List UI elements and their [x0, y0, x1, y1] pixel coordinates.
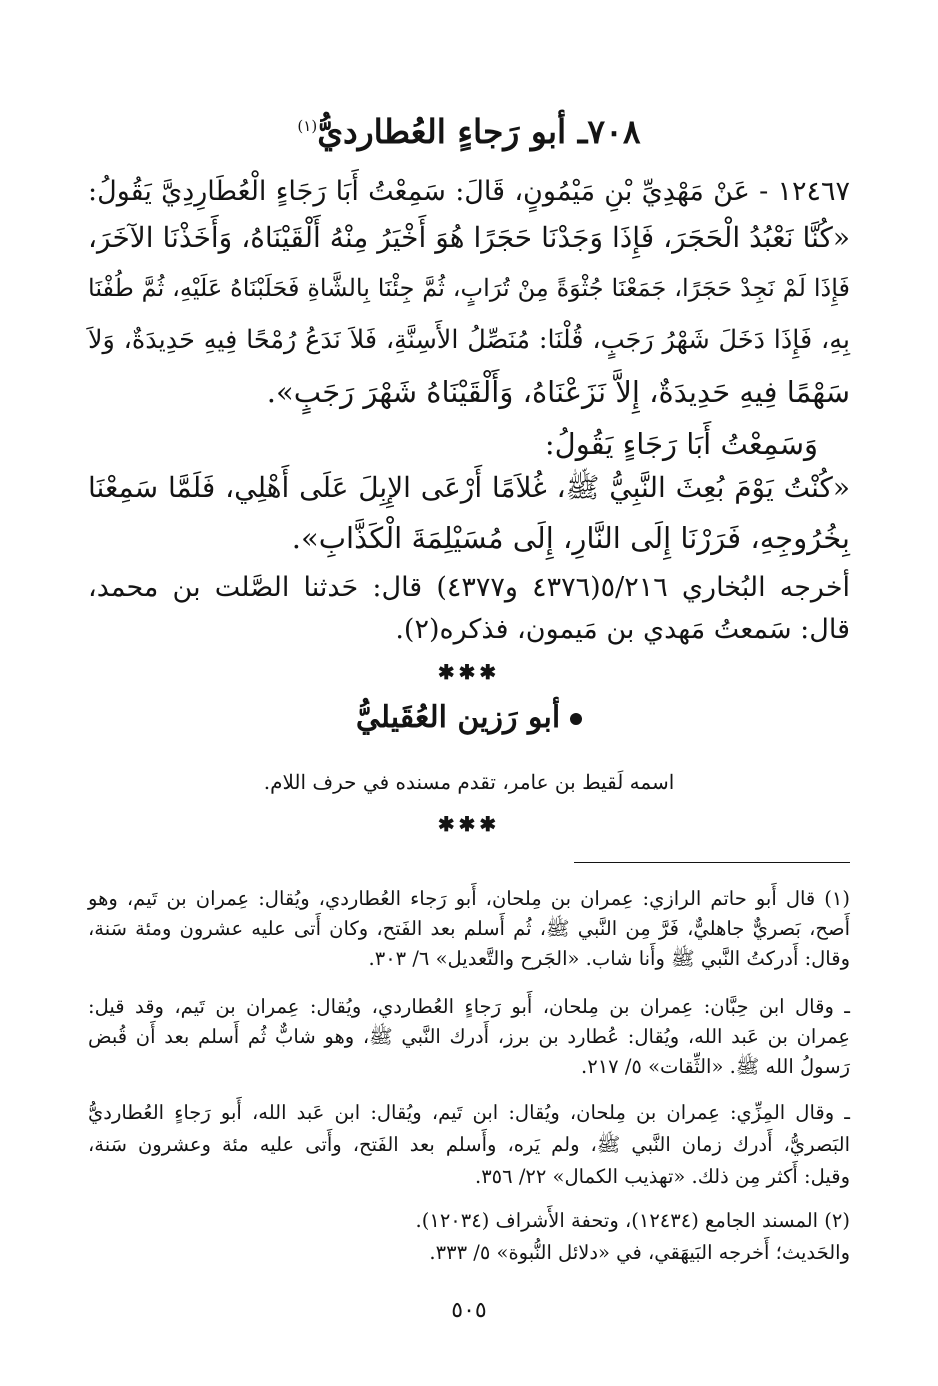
hadith-line: «كُنْتُ يَوْمَ بُعِثَ النَّبِيُّ ﷺ، غُلاَمًا أَرْعَى الإِبِلَ عَلَى أَهْلِي، فَلَمَّا سَمِعْنَا	[88, 471, 850, 504]
section-divider: ✱✱✱	[437, 812, 501, 836]
footnote-line: رَسولُ الله ﷺ. «الثِّقات» ٥/ ٢١٧.	[581, 1055, 850, 1078]
bullet-icon	[570, 713, 582, 725]
page-number: ٥٠٥	[451, 1298, 487, 1323]
footnote-ref: (١)	[297, 117, 318, 135]
footnote-line: ـ وقال ابن حِبَّان: عِمران بن مِلحان، أَبو رَجاءٍ العُطاردي، ويُقال: عِمران بن تَيم، وقد قيل:	[88, 995, 850, 1018]
footnote-line: وقال: أَدركتُ النَّبي ﷺ وأَنا شاب. «الجَرح والتَّعديل» ٦/ ٣٠٣.	[368, 947, 850, 970]
footnote-line: أَصح، بَصريٌّ جاهليٌّ، فَرَّ مِن النَّبي ﷺ، ثُم أَسلم بعد الفَتح، وكان أَتى عليه عشرون ومئة سَنة،	[88, 917, 850, 940]
entry-number: ٧٠٨ـ	[577, 112, 641, 151]
section-divider: ✱✱✱	[437, 660, 501, 684]
footnote-line: (١) قال أَبو حاتم الرازي: عِمران بن مِلحان، أَبو رَجاء العُطاردي، ويُقال: عِمران بن تَيم، وهو	[88, 887, 850, 910]
hadith-line: بِخُرُوجِهِ، فَرَرْنَا إِلَى النَّارِ، إِلَى مُسَيْلِمَةَ الْكَذَّابِ».	[291, 521, 850, 555]
entry-title: أبو رَجاءٍ العُطارديُّ	[317, 112, 567, 151]
footnote-line: ـ وقال المِزِّي: عِمران بن مِلحان، ويُقال: ابن تَيم، ويُقال: ابن عَبد الله، أَبو رَجاءٍ العُطارديُّ	[88, 1101, 850, 1124]
footnote-separator	[574, 862, 850, 863]
hadith-line: «كُنَّا نَعْبُدُ الْحَجَرَ، فَإِذَا وَجَدْنَا حَجَرًا هُوَ أَخْيَرُ مِنْهُ أَلْقَيْنَاهُ، وَأَخَذْنَا الآخَرَ،	[88, 221, 850, 254]
footnote-line: وقيل: أَكثر مِن ذلك. «تهذيب الكمال» ٢٢/ ٣٥٦.	[475, 1165, 850, 1188]
section-heading	[88, 700, 850, 735]
hadith-line: ١٢٤٦٧ - عَنْ مَهْدِيِّ بْنِ مَيْمُونٍ، قَالَ: سَمِعْتُ أَبَا رَجَاءٍ الْعُطَارِدِيَّ يَقُولُ:	[88, 176, 850, 207]
hadith-line: بِهِ، فَإِذَا دَخَلَ شَهْرُ رَجَبٍ، قُلْنَا: مُنَصِّلُ الأَسِنَّةِ، فَلاَ نَدَعُ رُمْحًا فِيهِ حَدِيدَةٌ، وَلاَ	[88, 325, 850, 355]
section-title: أبو رَزين العُقَيليُّ	[355, 700, 561, 735]
footnote-line: (٢) المسند الجامع (١٢٤٣٤)، وتحفة الأَشراف (١٢٠٣٤).	[415, 1209, 850, 1232]
footnote-line: والحَديث؛ أَخرجه البَيهَقي، في «دلائل النُّبوة» ٥/ ٣٣٣.	[429, 1241, 850, 1264]
hadith-line: وَسَمِعْتُ أَبَا رَجَاءٍ يَقُولُ:	[544, 427, 818, 461]
footnote-line: عِمران بن عَبد الله، ويُقال: عُطارد بن برز، أَدرك النَّبي ﷺ، وهو شابٌّ ثُم أَسلم بعد أَن قُبض	[88, 1025, 850, 1048]
footnote-line: البَصريُّ، أَدرك زمان النَّبي ﷺ، ولم يَره، وأَسلم بعد الفَتح، وأَتى عليه مئة وعشرون سَنة،	[88, 1133, 850, 1156]
section-note: اسمه لَقيط بن عامر، تقدم مسنده في حرف اللام.	[263, 770, 675, 794]
entry-heading	[88, 112, 850, 151]
takhrij-line: أخرجه البُخاري ٥/٢١٦(٤٣٧٦ و٤٣٧٧) قال: حَدثنا الصَّلت بن محمد،	[88, 572, 851, 603]
takhrij-line: قال: سَمعتُ مَهدي بن مَيمون، فذكره(٢).	[395, 614, 850, 645]
hadith-line: فَإِذَا لَمْ نَجِدْ حَجَرًا، جَمَعْنَا جُثْوَةً مِنْ تُرَابٍ، ثُمَّ جِئْنَا بِالشَّاةِ فَحَلَبْنَاهُ عَلَيْهِ، ثُمَّ طُفْنَا	[88, 274, 851, 302]
hadith-line: سَهْمًا فِيهِ حَدِيدَةٌ، إِلاَّ نَزَعْنَاهُ، وَأَلْقَيْنَاهُ شَهْرَ رَجَبٍ».	[266, 375, 850, 409]
